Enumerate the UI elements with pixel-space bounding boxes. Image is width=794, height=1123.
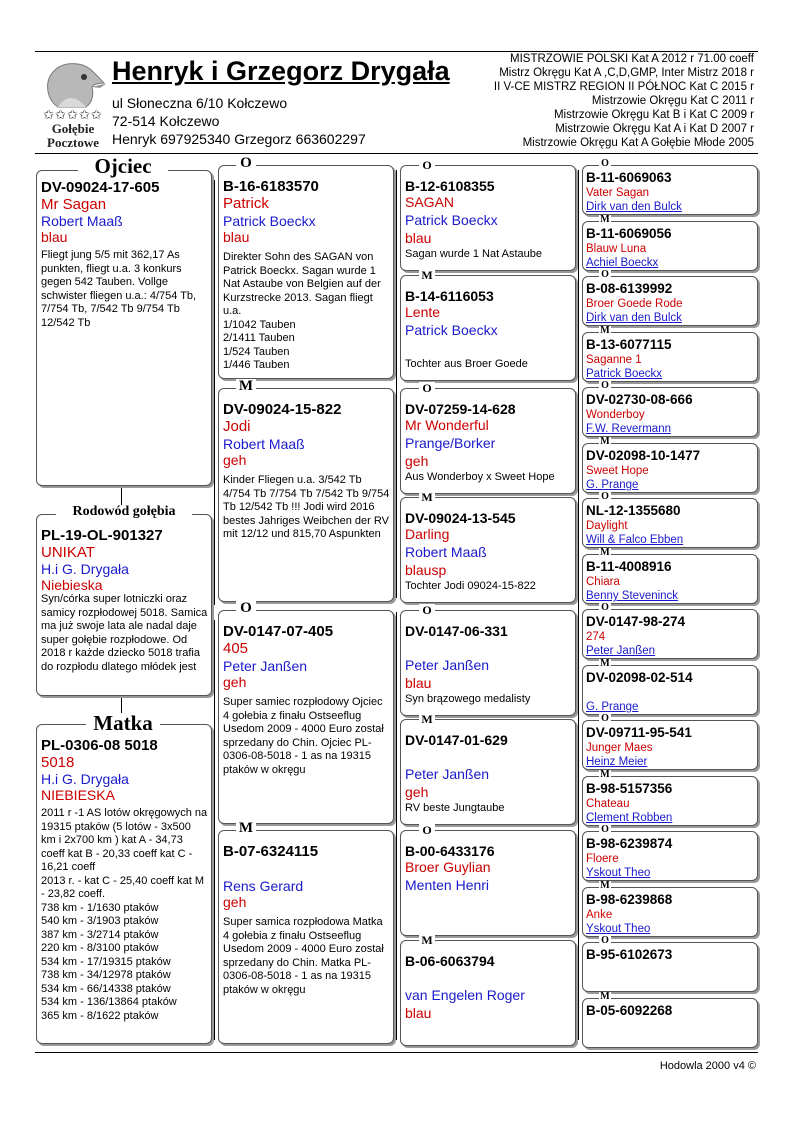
connector xyxy=(396,612,397,1040)
ancestor-breeder: Achiel Boeckx xyxy=(586,257,659,269)
ancestor-breeder: G. Prange xyxy=(586,479,639,491)
ancestor-ring: B-98-6239874 xyxy=(586,836,673,851)
ancestor-ring: B-11-6069063 xyxy=(586,170,672,185)
ancestor-card-gen3[interactable] xyxy=(400,830,576,936)
ancestor-ring: B-95-6102673 xyxy=(586,947,673,962)
sex-tab: M xyxy=(600,769,610,780)
pigeon-breeder: H.i G. Drygała xyxy=(41,561,129,577)
ancestor-description: Tochter aus Broer Goede xyxy=(405,358,528,370)
sex-tab: O xyxy=(236,601,256,616)
ancestor-ring: B-05-6092268 xyxy=(586,1003,673,1018)
ancestor-result: 2/1411 Tauben xyxy=(223,332,295,344)
ancestor-card-gen4[interactable] xyxy=(582,665,758,715)
logo-text-1: Gołębie xyxy=(51,121,95,136)
ancestor-description: Super samiec rozpłodowy Ojciec 4 gołebia z finału Ostseeflug Usedom 2009 - 4000 Euro został sprzedany do Chin. Ojciec PL-0306-08-5018 - 1 as na 19315 ptaków w okręgu xyxy=(223,696,384,776)
father-ring: DV-09024-17-605 xyxy=(41,179,160,196)
ancestor-name: Darling xyxy=(405,526,450,542)
ancestor-ring: DV-09024-15-822 xyxy=(223,401,342,418)
sex-tab: M xyxy=(600,658,610,669)
ancestor-card-gen4[interactable] xyxy=(582,498,758,548)
sex-tab: O xyxy=(599,270,611,280)
ancestor-card-gen4[interactable] xyxy=(582,221,758,271)
sex-tab: M xyxy=(419,934,435,946)
ancestor-name: Anke xyxy=(586,909,613,921)
ancestor-name: Jodi xyxy=(223,418,251,435)
sex-tab: M xyxy=(600,880,610,891)
ancestor-card-gen4[interactable] xyxy=(582,276,758,326)
pigeon-logo xyxy=(38,57,108,150)
ancestor-breeder: Peter Janßen xyxy=(586,645,656,657)
sex-tab: M xyxy=(600,991,610,1002)
ancestor-description: Syn brązowego medalisty xyxy=(405,693,531,705)
pigeon-name: UNIKAT xyxy=(41,544,95,561)
ancestor-name xyxy=(405,748,572,766)
ancestor-ring: B-14-6116053 xyxy=(405,288,494,304)
ancestor-breeder: van Engelen Roger xyxy=(405,987,525,1003)
ancestor-description: RV beste Jungtaube xyxy=(405,802,505,814)
ancestor-breeder: Dirk van den Bulck xyxy=(586,201,682,213)
ancestor-ring: DV-07259-14-628 xyxy=(405,401,516,417)
ancestor-breeder: Clement Robben xyxy=(586,812,673,824)
ancestor-breeder: Menten Henri xyxy=(405,877,490,893)
ancestor-ring: DV-0147-06-331 xyxy=(405,623,508,639)
logo-stars: ✩✩✩✩✩ xyxy=(43,107,103,122)
ancestor-name: Broer Goede Rode xyxy=(586,298,683,310)
ancestor-card-gen3[interactable] xyxy=(400,610,576,716)
ancestor-card-gen3[interactable] xyxy=(400,275,576,381)
ancestor-ring: B-00-6433176 xyxy=(405,843,495,859)
address-line-3: Henryk 697925340 Grzegorz 663602297 xyxy=(112,131,366,147)
mother-ring: PL-0306-08 5018 xyxy=(41,737,158,754)
father-card[interactable] xyxy=(36,170,212,486)
ancestor-ring: B-11-4008916 xyxy=(586,559,672,574)
ancestor-name xyxy=(405,969,572,987)
ancestor-name: Vater Sagan xyxy=(586,187,650,199)
father-breeder: Robert Maaß xyxy=(41,213,123,229)
ancestor-name: Junger Maes xyxy=(586,742,653,754)
ancestor-card-gen4[interactable] xyxy=(582,887,758,937)
connector xyxy=(578,170,579,1040)
ancestor-card-gen4[interactable] xyxy=(582,609,758,659)
sex-tab: M xyxy=(600,214,610,225)
ancestor-description: Tochter Jodi 09024-15-822 xyxy=(405,580,536,592)
address-line-2: 72-514 Kołczewo xyxy=(112,113,220,129)
ancestor-ring: B-08-6139992 xyxy=(586,281,673,296)
ancestor-description: Super samica rozpłodowa Matka 4 gołebia z finału Ostseeflug Usedom 2009 - 4000 Euro został sprzedany do Chin. Matka PL-0306-08-5018 - 1 as na 19315 ptaków w okręgu xyxy=(223,916,384,996)
sex-tab: M xyxy=(600,325,610,336)
sex-tab: O xyxy=(419,604,435,616)
sex-tab: O xyxy=(599,492,611,502)
mother-name: 5018 xyxy=(41,754,75,771)
ancestor-breeder: Dirk van den Bulck xyxy=(586,312,682,324)
ancestor-color: blau xyxy=(405,675,432,691)
ancestor-ring: DV-0147-07-405 xyxy=(223,623,334,640)
ancestor-card-gen3[interactable] xyxy=(400,388,576,494)
ancestor-name xyxy=(586,1019,754,1033)
ancestor-name: Blauw Luna xyxy=(586,243,647,255)
ancestor-name: Patrick xyxy=(223,195,269,212)
ancestor-color xyxy=(405,895,572,913)
mother-color: NIEBIESKA xyxy=(41,787,115,803)
mother-breeder: H.i G. Drygała xyxy=(41,771,129,787)
ancestor-breeder: Yskout Theo xyxy=(586,923,651,935)
ancestor-breeder: Peter Janßen xyxy=(405,657,490,673)
ancestor-name: Chiara xyxy=(586,576,620,588)
ancestor-card-gen4[interactable] xyxy=(582,942,758,992)
ancestor-card-gen4[interactable] xyxy=(582,443,758,493)
ancestor-card-gen3[interactable] xyxy=(400,940,576,1046)
sex-tab: O xyxy=(599,825,611,835)
ancestor-description: Aus Wonderboy x Sweet Hope xyxy=(405,471,555,483)
ancestor-breeder: Patrick Boeckx xyxy=(586,368,663,380)
ancestor-ring: NL-12-1355680 xyxy=(586,503,681,518)
sex-tab: M xyxy=(236,379,256,394)
ancestor-card-gen3[interactable] xyxy=(400,497,576,603)
ancestor-card-gen4[interactable] xyxy=(582,776,758,826)
ancestor-ring: DV-02098-02-514 xyxy=(586,670,693,685)
ancestor-ring: B-12-6108355 xyxy=(405,178,495,194)
ancestor-name xyxy=(586,686,754,700)
ancestor-breeder: Peter Janßen xyxy=(223,658,308,674)
ancestor-ring: B-98-6239868 xyxy=(586,892,673,907)
logo-text-2: Pocztowe xyxy=(47,135,99,150)
ancestor-ring: B-07-6324115 xyxy=(223,843,319,860)
connector xyxy=(214,180,215,605)
pigeon-description: Syn/córka super lotniczki oraz samicy rozpłodowej 5018. Samica ma już swoje lata ale nadal daje super gołębie rozpłodowe. Od 2018 r każde dziecko 5018 trafia do rozpłodu dlatego młódek jest xyxy=(41,593,208,673)
ancestor-color xyxy=(405,340,572,358)
ancestor-ring: B-98-5157356 xyxy=(586,781,673,796)
ancestor-breeder: F.W. Revermann xyxy=(586,423,671,435)
ancestor-description: Kinder Fliegen u.a. 3/542 Tb 4/754 Tb 7/754 Tb 7/542 Tb 9/754 Tb 12/542 Tb !!! Jodi wird 2016 bestes Jahriges Weibchen der RV mit 12/12 und 815,70 Aspunkten xyxy=(223,474,390,540)
father-color: blau xyxy=(41,229,68,245)
ancestor-breeder: Patrick Boeckx xyxy=(405,322,498,338)
pigeon-card[interactable] xyxy=(36,514,212,696)
sex-tab: O xyxy=(599,714,611,724)
ancestor-name: Lente xyxy=(405,304,441,320)
ancestor-card-gen3[interactable] xyxy=(400,165,576,271)
ancestor-breeder: Will & Falco Ebben xyxy=(586,534,684,546)
sex-tab: M xyxy=(419,269,435,281)
ancestor-color: geh xyxy=(405,784,429,800)
pigeon-ring: PL-19-OL-901327 xyxy=(41,527,163,544)
ancestor-breeder: Patrick Boeckx xyxy=(405,212,498,228)
ancestor-name: Daylight xyxy=(586,520,628,532)
top-rule xyxy=(35,51,758,52)
footer-text: Hodowla 2000 v4 © xyxy=(659,1060,756,1072)
father-name: Mr Sagan xyxy=(41,196,107,213)
ancestor-ring: DV-02098-10-1477 xyxy=(586,448,701,463)
achievement: Mistrzowie Okręgu Kat B i Kat C 2009 r xyxy=(553,109,754,121)
connector xyxy=(396,170,397,598)
ancestor-name: 274 xyxy=(586,631,606,643)
achievement: Mistrz Okręgu Kat A ,C,D,GMP, Inter Mistrz 2018 r xyxy=(499,67,754,79)
ancestor-card-gen2[interactable] xyxy=(218,165,394,379)
ancestor-breeder: Robert Maaß xyxy=(223,436,305,452)
ancestor-card-gen4[interactable] xyxy=(582,554,758,604)
ancestor-breeder: Robert Maaß xyxy=(405,544,487,560)
sex-tab: M xyxy=(419,713,435,725)
ancestor-name xyxy=(586,963,754,977)
ancestor-breeder: Peter Janßen xyxy=(405,766,490,782)
ancestor-color: blau xyxy=(405,1005,432,1021)
ancestor-color: blau xyxy=(405,230,432,246)
father-description: Fliegt jung 5/5 mit 362,17 As punkten, fliegt u.a. 3 konkurs gegen 542 Tauben. Vollge schwister fliegen u.a.: 4/754 Tb, 7/754 Tb, 7/542 Tb 9/754 Tb 12/542 Tb xyxy=(41,249,197,329)
ancestor-name: 405 xyxy=(223,640,249,657)
ancestor-card-gen4[interactable] xyxy=(582,332,758,382)
ancestor-name: SAGAN xyxy=(405,194,455,210)
ancestor-card-gen4[interactable] xyxy=(582,831,758,881)
sex-tab: M xyxy=(600,547,610,558)
ancestor-name: Wonderboy xyxy=(586,409,645,421)
address-line-1: ul Słoneczna 6/10 Kołczewo xyxy=(112,95,288,111)
ancestor-ring: B-16-6183570 xyxy=(223,178,319,195)
ancestor-breeder: Yskout Theo xyxy=(586,867,651,879)
ancestor-card-gen4[interactable] xyxy=(582,998,758,1048)
ancestor-card-gen2[interactable] xyxy=(218,830,394,1044)
ancestor-ring: DV-0147-98-274 xyxy=(586,614,686,629)
ancestor-card-gen3[interactable] xyxy=(400,719,576,825)
pigeon-tab: Rodowód gołębia xyxy=(56,505,192,519)
ancestor-ring: DV-0147-01-629 xyxy=(405,732,508,748)
ancestor-color: blau xyxy=(223,229,250,245)
ancestor-card-gen2[interactable] xyxy=(218,388,394,602)
ancestor-color: geh xyxy=(223,674,247,690)
achievement: Mistrzowie Okręgu Kat A i Kat D 2007 r xyxy=(555,123,754,135)
ancestor-card-gen2[interactable] xyxy=(218,610,394,824)
sex-tab: O xyxy=(419,824,435,836)
sex-tab: M xyxy=(419,491,435,503)
achievement: II V-CE MISTRZ REGION II PÓŁNOC Kat C 2015 r xyxy=(493,81,754,93)
mother-description: 2011 r -1 AS lotów okręgowych na 19315 ptaków (5 lotów - 3x500 km i 2x700 km ) kat A - 34,73 coeff kat B - 20,33 coeff kat C - 16,21 coeff 2013 r. - kat C - 25,40 coeff kat M - 23,82 coeff. 738 km - 1/1630 ptaków 540 km - 3/1903 ptaków 387 km - 3/2714 ptaków 220 km - 8/3100 ptaków 534 km - 17/19315 ptaków 738 km - 34/12978 ptaków 534 km - 66/14338 ptaków 534 km - 136/13864 ptaków 365 km - 8/1622 ptaków xyxy=(41,807,208,1022)
ancestor-name: Chateau xyxy=(586,798,630,810)
ancestor-name: Floere xyxy=(586,853,619,865)
ancestor-result: 1/1042 Tauben xyxy=(223,318,296,331)
sex-tab: O xyxy=(599,936,611,946)
ancestor-name xyxy=(405,639,572,657)
ancestor-card-gen4[interactable] xyxy=(582,387,758,437)
mother-tab: Matka xyxy=(86,713,160,734)
ancestor-ring: DV-09024-13-545 xyxy=(405,510,516,526)
pigeon-head-icon xyxy=(38,57,108,109)
achievement: Mistrzowie Okręgu Kat C 2011 r xyxy=(591,95,754,107)
ancestor-description: Direkter Sohn des SAGAN von Patrick Boeckx. Sagan wurde 1 Nat Astaube von Belgien auf der Kurzstrecke 2013. Sagan fliegt u.a. xyxy=(223,251,381,317)
ancestor-breeder: Patrick Boeckx xyxy=(223,213,316,229)
achievement: Mistrzowie Okręgu Kat A Gołębie Młode 2005 xyxy=(522,137,754,149)
footer-rule xyxy=(35,1052,758,1053)
ancestor-name: Saganne 1 xyxy=(586,354,642,366)
ancestor-breeder: Benny Steveninck xyxy=(586,590,679,602)
ancestor-ring: DV-09711-95-541 xyxy=(586,725,692,740)
mother-card[interactable] xyxy=(36,724,212,1044)
sex-tab: O xyxy=(419,159,435,171)
ancestor-name: Broer Guylian xyxy=(405,859,491,875)
ancestor-color: blausp xyxy=(405,562,447,578)
ancestor-breeder: Prange/Borker xyxy=(405,435,496,451)
sex-tab: O xyxy=(236,156,256,171)
ancestor-card-gen4[interactable] xyxy=(582,720,758,770)
father-tab: Ojciec xyxy=(78,156,168,177)
connector xyxy=(214,620,215,1040)
ancestor-ring: B-06-6063794 xyxy=(405,953,495,969)
ancestor-ring: B-11-6069056 xyxy=(586,226,672,241)
ancestor-color: geh xyxy=(223,894,247,910)
breeder-title: Henryk i Grzegorz Drygała xyxy=(112,56,450,86)
ancestor-name: Sweet Hope xyxy=(586,465,649,477)
ancestor-ring: DV-02730-08-666 xyxy=(586,392,693,407)
achievement: MISTRZOWIE POLSKI Kat A 2012 r 71.00 coeff xyxy=(510,53,754,65)
sex-tab: M xyxy=(600,436,610,447)
ancestor-description: Sagan wurde 1 Nat Astaube xyxy=(405,248,542,260)
ancestor-breeder: G. Prange xyxy=(586,701,639,713)
ancestor-color: geh xyxy=(223,452,247,468)
ancestor-color: geh xyxy=(405,453,429,469)
sex-tab: O xyxy=(419,382,435,394)
ancestor-breeder: Rens Gerard xyxy=(223,878,304,894)
sex-tab: O xyxy=(599,159,611,169)
ancestor-breeder: Heinz Meier xyxy=(586,756,648,768)
ancestor-name xyxy=(223,860,390,878)
ancestor-result: 1/446 Tauben xyxy=(223,359,290,371)
ancestor-ring: B-13-6077115 xyxy=(586,337,672,352)
ancestor-name: Mr Wonderful xyxy=(405,417,489,433)
pigeon-color: Niebieska xyxy=(41,577,103,593)
ancestor-card-gen4[interactable] xyxy=(582,165,758,215)
sex-tab: O xyxy=(599,603,611,613)
sex-tab: M xyxy=(236,821,256,836)
ancestor-result: 1/524 Tauben xyxy=(223,345,290,358)
sex-tab: O xyxy=(599,381,611,391)
